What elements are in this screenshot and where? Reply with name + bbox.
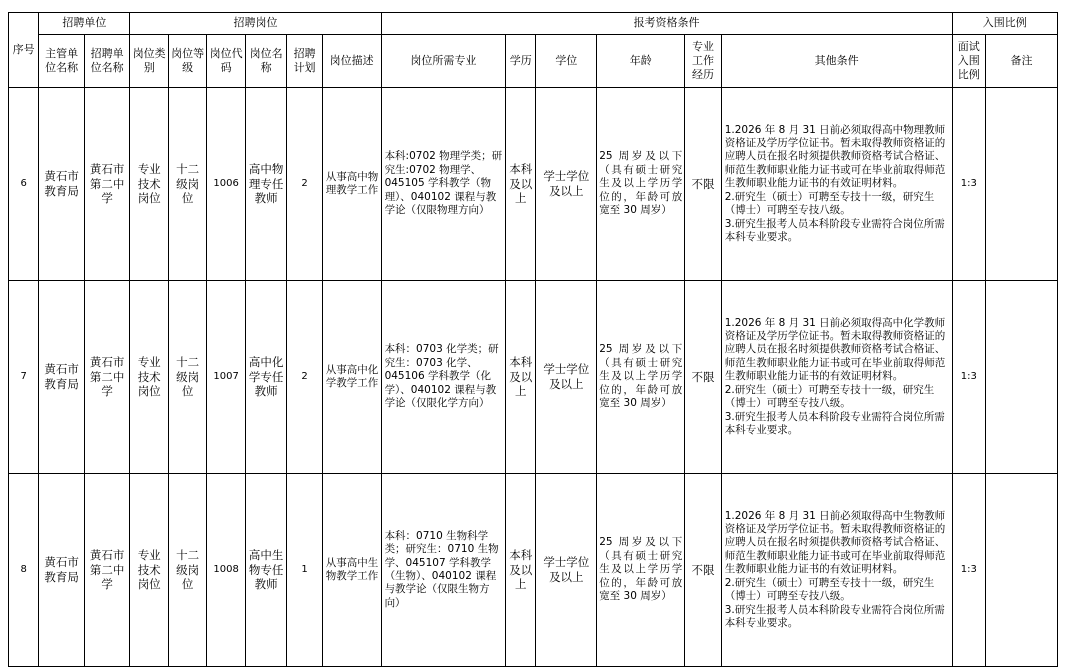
- row-post-code: 1008: [207, 474, 245, 667]
- header-other: 其他条件: [721, 35, 952, 88]
- header-unit-name: 招聘单位名称: [84, 35, 130, 88]
- condition-item: 1.2026 年 8 月 31 日前必须取得高中物理教师资格证及学历学位证书。暂未取得教师资格证的应聘人员在报名时须提供教师资格考试合格证、师范生教师职业能力证书或可在毕业前取得师范生教师职业能力证书的有效证明材料。: [724, 123, 946, 190]
- row-post-name: 高中物理专任教师: [245, 88, 287, 281]
- row-post-name: 高中生物专任教师: [245, 474, 287, 667]
- header-age: 年龄: [597, 35, 685, 88]
- table-row: [9, 88, 1058, 281]
- header-post-name: 岗位名称: [245, 35, 287, 88]
- header-unit-group: 招聘单位: [39, 13, 130, 35]
- row-unit: 黄石市第二中学: [84, 281, 130, 474]
- table-row: [9, 281, 1058, 474]
- row-seq: 7: [9, 281, 39, 474]
- row-age: 25 周岁及以下（具有硕士研究生及以上学历学位的，年龄可放宽至 30 周岁）: [597, 88, 685, 281]
- header-remark: 备注: [985, 35, 1057, 88]
- row-quota: 1: [287, 474, 322, 667]
- condition-item: 1.2026 年 8 月 31 日前必须取得高中化学教师资格证及学历学位证书。暂未取得教师资格证的应聘人员在报名时须提供教师资格考试合格证、师范生教师职业能力证书或可在毕业前取得师范生教师职业能力证书的有效证明材料。: [724, 316, 946, 383]
- header-post-type: 岗位类别: [130, 35, 168, 88]
- header-post-code: 岗位代码: [207, 35, 245, 88]
- row-interview-ratio: 1:3: [952, 88, 985, 281]
- row-major: 本科:0702 物理学类；研究生:0702 物理学、045105 学科教学（物理）、040102 课程与教学论（仅限物理方向）: [381, 88, 506, 281]
- row-experience: 不限: [685, 88, 721, 281]
- row-experience: 不限: [685, 474, 721, 667]
- row-seq: 6: [9, 88, 39, 281]
- condition-item: 2.研究生（硕士）可聘至专技十一级，研究生（博士）可聘至专技八级。: [724, 576, 935, 603]
- row-seq: 8: [9, 474, 39, 667]
- row-post-name: 高中化学专任教师: [245, 281, 287, 474]
- row-education: 本科及以上: [506, 474, 536, 667]
- row-authority: 黄石市教育局: [39, 474, 85, 667]
- row-degree: 学士学位及以上: [536, 88, 597, 281]
- row-unit: 黄石市第二中学: [84, 88, 130, 281]
- row-post-desc: 从事高中化学教学工作: [322, 281, 381, 474]
- header-post-level: 岗位等级: [168, 35, 206, 88]
- condition-item: 3.研究生报考人员本科阶段专业需符合岗位所需本科专业要求。: [724, 410, 945, 437]
- row-degree: 学士学位及以上: [536, 474, 597, 667]
- row-post-desc: 从事高中生物教学工作: [322, 474, 381, 667]
- row-post-level: 十二级岗位: [168, 281, 206, 474]
- row-other-conditions: [721, 474, 952, 667]
- row-post-code: 1007: [207, 281, 245, 474]
- row-degree: 学士学位及以上: [536, 281, 597, 474]
- row-post-type: 专业技术岗位: [130, 281, 168, 474]
- row-post-code: 1006: [207, 88, 245, 281]
- row-post-level: 十二级岗位: [168, 88, 206, 281]
- row-education: 本科及以上: [506, 88, 536, 281]
- condition-item: 3.研究生报考人员本科阶段专业需符合岗位所需本科专业要求。: [724, 217, 945, 244]
- row-quota: 2: [287, 88, 322, 281]
- row-authority: 黄石市教育局: [39, 88, 85, 281]
- header-quota: 招聘计划: [287, 35, 322, 88]
- header-major: 岗位所需专业: [381, 35, 506, 88]
- row-other-conditions: [721, 88, 952, 281]
- row-interview-ratio: 1:3: [952, 281, 985, 474]
- recruitment-table: [8, 12, 1058, 667]
- row-post-desc: 从事高中物理教学工作: [322, 88, 381, 281]
- row-age: 25 周岁及以下（具有硕士研究生及以上学历学位的，年龄可放宽至 30 周岁）: [597, 474, 685, 667]
- row-remark: [985, 281, 1057, 474]
- condition-item: 2.研究生（硕士）可聘至专技十一级，研究生（博士）可聘至专技八级。: [724, 383, 935, 410]
- header-ratio-group: 入围比例: [952, 13, 1057, 35]
- header-degree: 学位: [536, 35, 597, 88]
- table-row: [9, 474, 1058, 667]
- header-post-group: 招聘岗位: [130, 13, 381, 35]
- row-authority: 黄石市教育局: [39, 281, 85, 474]
- condition-item: 2.研究生（硕士）可聘至专技十一级，研究生（博士）可聘至专技八级。: [724, 190, 935, 217]
- header-interview-ratio: 面试入围比例: [952, 35, 985, 88]
- condition-item: 1.2026 年 8 月 31 日前必须取得高中生物教师资格证及学历学位证书。暂未取得教师资格证的应聘人员在报名时须提供教师资格考试合格证、师范生教师职业能力证书或可在毕业前取得师范生教师职业能力证书的有效证明材料。: [724, 509, 946, 576]
- row-education: 本科及以上: [506, 281, 536, 474]
- condition-item: 3.研究生报考人员本科阶段专业需符合岗位所需本科专业要求。: [724, 603, 945, 630]
- row-major: 本科：0710 生物科学类；研究生：0710 生物学、045107 学科教学（生物）、040102 课程与教学论（仅限生物方向）: [381, 474, 506, 667]
- row-post-type: 专业技术岗位: [130, 88, 168, 281]
- row-unit: 黄石市第二中学: [84, 474, 130, 667]
- row-remark: [985, 474, 1057, 667]
- header-experience: 专业工作经历: [685, 35, 721, 88]
- header-post-desc: 岗位描述: [322, 35, 381, 88]
- row-post-type: 专业技术岗位: [130, 474, 168, 667]
- row-remark: [985, 88, 1057, 281]
- header-seq: 序号: [9, 13, 39, 88]
- header-authority: 主管单位名称: [39, 35, 85, 88]
- row-major: 本科：0703 化学类；研究生：0703 化学、045106 学科教学（化学）、040102 课程与教学论（仅限化学方向）: [381, 281, 506, 474]
- row-quota: 2: [287, 281, 322, 474]
- row-interview-ratio: 1:3: [952, 474, 985, 667]
- row-age: 25 周岁及以下（具有硕士研究生及以上学历学位的，年龄可放宽至 30 周岁）: [597, 281, 685, 474]
- row-post-level: 十二级岗位: [168, 474, 206, 667]
- header-requirements-group: 报考资格条件: [381, 13, 952, 35]
- header-education: 学历: [506, 35, 536, 88]
- row-other-conditions: [721, 281, 952, 474]
- row-experience: 不限: [685, 281, 721, 474]
